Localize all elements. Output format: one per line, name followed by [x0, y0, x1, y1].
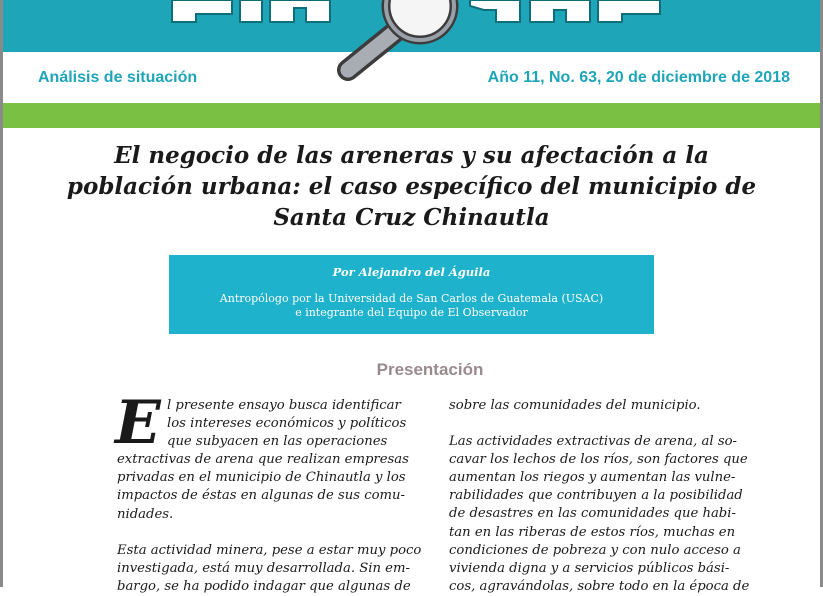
text-line: extractivas de arena que realizan empresas — [117, 452, 409, 468]
text-line: impactos de éstas en algunas de sus comu- — [117, 488, 406, 504]
paragraph — [449, 397, 746, 415]
text-line: sobre las comunidades del municipio. — [449, 398, 701, 413]
text-line: nidades. — [117, 506, 174, 522]
text-line: privadas en el municipio de Chinautla y los — [117, 470, 406, 486]
text-line: que subyacen en las operaciones — [167, 434, 388, 450]
text-line: bargo, se ha podido indagar que algunas de — [117, 578, 411, 594]
author-description — [169, 292, 654, 320]
author-desc-line: Antropólogo por la Universidad de San Carlos de Guatemala (USAC) — [219, 292, 604, 305]
text-line: vivienda digna y a servicios públicos bási- — [449, 560, 730, 576]
text-line: Las actividades extractivas de arena, al so- — [449, 434, 737, 450]
author-box — [169, 255, 654, 334]
drop-cap: E — [115, 388, 161, 458]
text-line: tan en las riberas de estos ríos, muchas en — [449, 524, 736, 540]
paragraph-gap — [449, 415, 746, 433]
title-line: Santa Cruz Chinautla — [273, 204, 550, 231]
header-green-band — [3, 103, 820, 128]
text-line: cavar los lechos de los ríos, son factores que — [449, 452, 748, 468]
text-line: condiciones de pobreza y con nulo acceso a — [449, 542, 741, 558]
text-line: de desastres en las comunidades que habi- — [449, 506, 736, 522]
paragraph — [117, 397, 412, 524]
section-label: Análisis de situación — [38, 69, 198, 86]
title-line: población urbana: el caso específico del municipio de — [66, 173, 757, 200]
text-line: los intereses económicos y políticos — [167, 416, 407, 432]
section-heading: Presentación — [376, 360, 484, 379]
issue-label: Año 11, No. 63, 20 de diciembre de 2018 — [487, 69, 790, 86]
paragraph-gap — [117, 524, 412, 542]
text-line: aumentan los riegos y aumentan las vulne- — [449, 470, 736, 486]
text-line: cos, agravándolas, sobre todo en la época de — [449, 578, 750, 594]
text-column-left — [115, 388, 422, 596]
article-title — [30, 140, 793, 233]
text-line: investigada, está muy desarrollada. Sin em- — [117, 560, 410, 576]
text-line: Esta actividad minera, pese a estar muy poco — [117, 542, 422, 558]
author-name: Por Alejandro del Águila — [332, 265, 491, 279]
page-edge-left — [0, 0, 3, 587]
author-desc-line: e integrante del Equipo de El Observador — [295, 306, 528, 319]
text-line: rabilidades que contribuyen a la posibilidad — [449, 488, 743, 504]
title-line: El negocio de las areneras y su afectación a la — [114, 142, 709, 169]
text-line: l presente ensayo busca identificar — [167, 398, 401, 413]
text-column-right — [449, 397, 750, 596]
paragraph — [117, 542, 422, 596]
paragraph — [449, 433, 750, 596]
